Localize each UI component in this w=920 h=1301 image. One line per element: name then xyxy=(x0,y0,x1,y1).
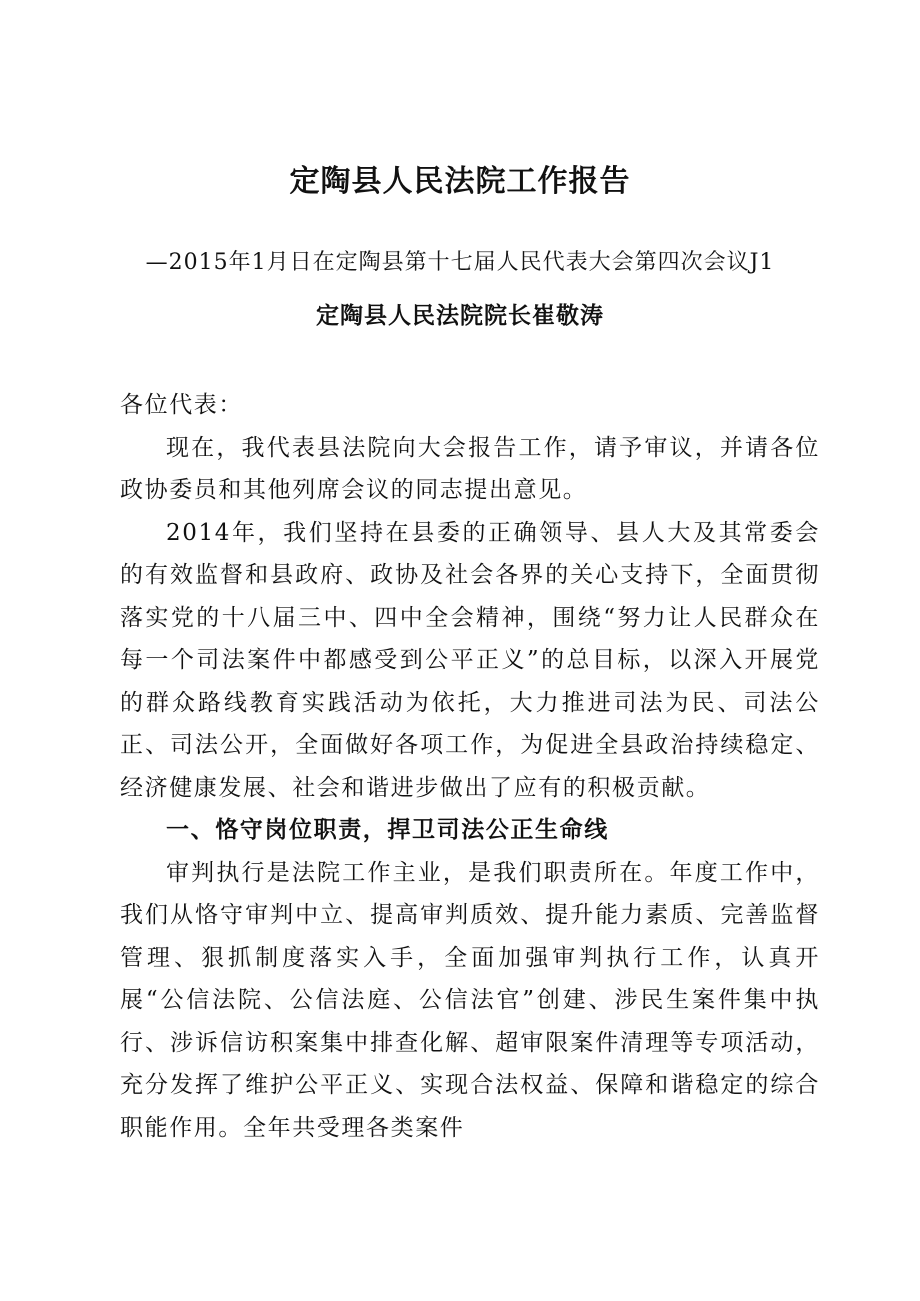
document-body xyxy=(120,384,820,1149)
section-paragraph: 审判执行是法院工作主业，是我们职责所在。年度工作中，我们从恪守审判中立、提高审判质效、提升能力素质、完善监督管理、狠抓制度落实入手，全面加强审判执行工作，认真开展“公信法院、公信法庭、公信法官”创建、涉民生案件集中执行、涉诉信访积案集中排查化解、超审限案件清理等专项活动，充分发挥了维护公平正义、实现合法权益、保障和谐稳定的综合职能作用。全年共受理各类案件 xyxy=(120,859,820,1141)
document-subtitle: —2015年1月日在定陶县第十七届人民代表大会第四次会议J1 xyxy=(145,250,775,275)
document-title: 定陶县人民法院工作报告 xyxy=(289,164,631,199)
document-presenter: 定陶县人民法院院长崔敬涛 xyxy=(316,303,604,329)
paragraph-2014-summary: 2014年，我们坚持在县委的正确领导、县人大及其常委会的有效监督和县政府、政协及社会各界的关心支持下，全面贯彻落实党的十八届三中、四中全会精神，围绕“努力让人民群众在每一个司法案件中都感受到公平正义”的总目标，以深入开展党的群众路线教育实践活动为依托，大力推进司法为民、司法公正、司法公开，全面做好各项工作，为促进全县政治持续稳定、经济健康发展、社会和谐进步做出了应有的积极贡献。 xyxy=(120,519,820,801)
paragraph-intro: 现在，我代表县法院向大会报告工作，请予审议，并请各位政协委员和其他列席会议的同志提出意见。 xyxy=(120,434,820,503)
section-heading: 一、恪守岗位职责，捍卫司法公正生命线 xyxy=(166,817,609,843)
salutation: 各位代表： xyxy=(120,392,243,418)
